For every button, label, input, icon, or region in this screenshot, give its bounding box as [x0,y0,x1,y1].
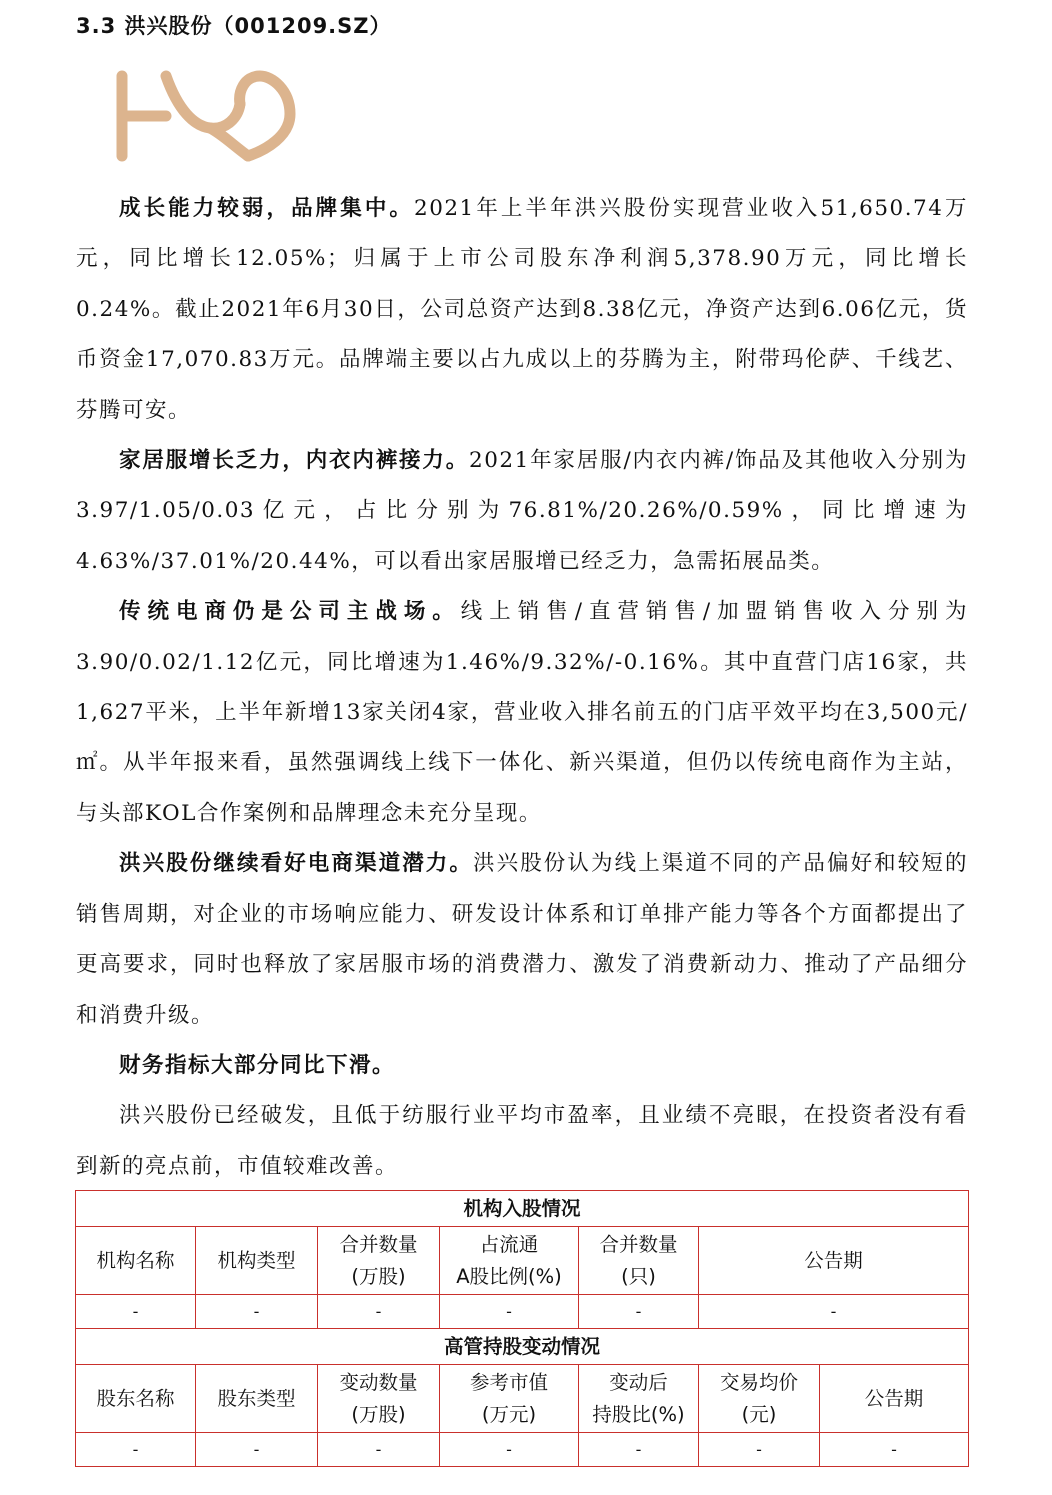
column-header: 变动数量 (万股) [318,1365,440,1433]
column-header: 合并数量 (只) [579,1227,699,1295]
column-header: 合并数量 (万股) [318,1227,440,1295]
paragraph-lead: 财务指标大部分同比下滑。 [119,1052,396,1078]
paragraph-body: 洪兴股份认为线上渠道不同的产品偏好和较短的销售周期，对企业的市场响应能力、研发设计体系和订单排产能力等各个方面都提出了更高要求，同时也释放了家居服市场的消费潜力、激发了消费新动力、推动了产品细分和消费升级。 [76,851,968,1028]
paragraph-body: 2021年上半年洪兴股份实现营业收入51,650.74万元，同比增长12.05%；归属于上市公司股东净利润5,378.90万元，同比增长0.24%。截止2021年6月30日，公司总资产达到8.38亿元，净资产达到6.06亿元，货币资金17,070.83万元。品牌端主要以占九成以上的芬腾为主，附带玛伦萨、千线艺、芬腾可安。 [76,196,968,423]
table-caption: 高管持股变动情况 [76,1329,969,1365]
paragraph-4 [76,839,968,1041]
column-header: 机构类型 [196,1227,318,1295]
paragraph-body: 洪兴股份已经破发，且低于纺服行业平均市盈率，且业绩不亮眼，在投资者没有看到新的亮点前，市值较难改善。 [76,1103,968,1179]
section-heading: 3.3 洪兴股份（001209.SZ） [76,14,392,38]
column-header: 公告期 [820,1365,969,1433]
table-cell: - [196,1295,318,1329]
column-header: 变动后 持股比(%) [579,1365,699,1433]
paragraph-lead: 传统电商仍是公司主战场。 [119,599,461,625]
table-cell: - [196,1433,318,1467]
column-header: 股东名称 [76,1365,196,1433]
paragraph-body: 线上销售/直营销售/加盟销售收入分别为3.90/0.02/1.12亿元，同比增速为1.46%/9.32%/-0.16%。其中直营门店16家，共1,627平米，上半年新增13家关闭4家，营业收入排名前五的门店平效平均在3,500元/㎡。从半年报来看，虽然强调线上线下一体化、新兴渠道，但仍以传统电商作为主站，与头部KOL合作案例和品牌理念未充分呈现。 [76,599,968,826]
table-cell: - [699,1433,820,1467]
paragraph-1 [76,184,968,436]
column-header: 股东类型 [196,1365,318,1433]
column-header: 参考市值 (万元) [440,1365,579,1433]
paragraph-lead: 家居服增长乏力，内衣内裤接力。 [119,448,470,474]
body-text [76,184,968,1192]
column-header: 公告期 [699,1227,969,1295]
table-row [76,1295,969,1329]
paragraph-5 [76,1041,968,1091]
table-cell: - [76,1433,196,1467]
table-cell: - [440,1295,579,1329]
column-header: 交易均价 (元) [699,1365,820,1433]
table-row [76,1433,969,1467]
table-cell: - [820,1433,969,1467]
executive-holdings-table [75,1328,969,1467]
table-cell: - [579,1433,699,1467]
table-cell: - [579,1295,699,1329]
column-header: 机构名称 [76,1227,196,1295]
paragraph-3 [76,587,968,839]
paragraph-lead: 洪兴股份继续看好电商渠道潜力。 [119,851,473,877]
paragraph-2 [76,436,968,587]
paragraph-6 [76,1091,968,1192]
paragraph-body: 2021年家居服/内衣内裤/饰品及其他收入分别为3.97/1.05/0.03亿元，占比分别为76.81%/20.26%/0.59%，同比增速为4.63%/37.01%/20.44%，可以看出家居服增已经乏力，急需拓展品类。 [76,448,968,574]
table-cell: - [440,1433,579,1467]
table-cell: - [318,1433,440,1467]
table-cell: - [318,1295,440,1329]
table-caption: 机构入股情况 [76,1191,969,1227]
column-header: 占流通 A股比例(%) [440,1227,579,1295]
paragraph-lead: 成长能力较弱，品牌集中。 [119,196,415,221]
table-cell: - [76,1295,196,1329]
table-cell: - [699,1295,969,1329]
hx-logo [114,70,300,162]
institution-holdings-table [75,1190,969,1329]
